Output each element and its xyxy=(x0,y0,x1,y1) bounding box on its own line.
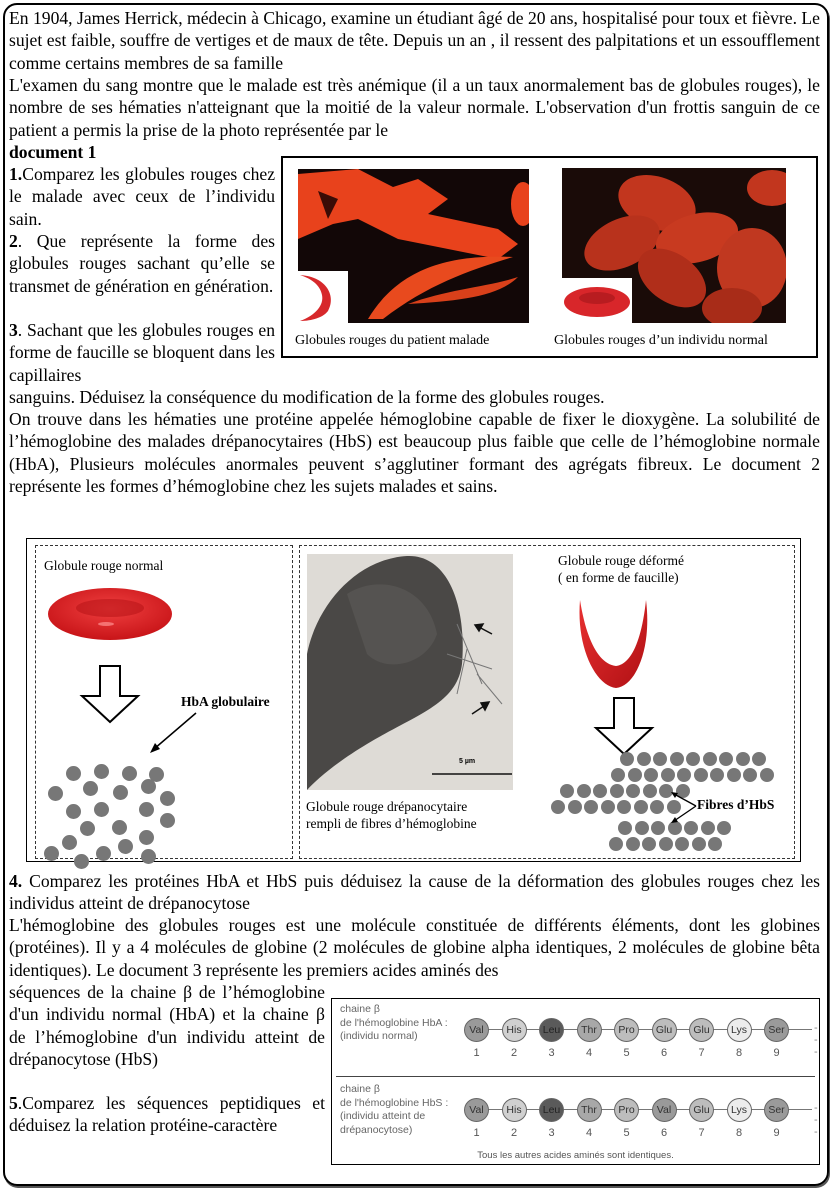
amino-acid-leu: Leu xyxy=(539,1098,564,1122)
amino-acid-position: 2 xyxy=(510,1127,518,1139)
doc1-reference xyxy=(9,141,96,163)
deformed-title-line-1: Globule rouge déformé xyxy=(558,553,684,568)
separator-line xyxy=(336,1076,815,1077)
micrograph-caption-line-2: rempli de fibres d’hémoglobine xyxy=(306,816,477,831)
amino-acid-pro: Pro xyxy=(614,1098,639,1122)
normal-cell-panel xyxy=(35,545,293,859)
hbs-sequence xyxy=(462,1098,822,1139)
electron-micrograph xyxy=(307,554,513,790)
scale-bar-label: 5 µm xyxy=(459,758,476,765)
hemoglobin-paragraph: On trouve dans les hématies une protéine appelée hémoglobine capable de fixer le dioxygène. La solubilité de l’hémoglobine des malades drépanocytaires (HbS) est beaucoup plus faible que celle de l’hémoglobine normale (HbA), Plusieurs molécules anormales peuvent s’agglutiner formant des agrégats fibreux. Le document 2 représente les formes d’hémoglobine chez les sujets malades et sains. xyxy=(9,409,820,496)
hba-globular-label: HbA globulaire xyxy=(181,694,270,709)
amino-acid-glu: Glu xyxy=(652,1018,677,1042)
document-3-figure xyxy=(331,998,820,1165)
q1-text: Comparez les globules rouges chez le malade avec ceux de l’individu sain. xyxy=(9,164,275,229)
question-3-part-a xyxy=(9,319,275,386)
amino-acid-position: 9 xyxy=(773,1127,780,1139)
hba-chain-label xyxy=(340,1003,448,1044)
q2-number: 2 xyxy=(9,231,18,251)
amino-acid-lys: Lys xyxy=(727,1018,752,1042)
hba-label-line-3: (individu normal) xyxy=(340,1030,418,1042)
amino-acid-position: 3 xyxy=(548,1047,555,1059)
amino-acid-position: 4 xyxy=(585,1127,593,1139)
amino-acid-val: Val xyxy=(652,1098,677,1122)
hbs-label-line-4: drépanocytose) xyxy=(340,1123,413,1136)
q3-text-a: . Sachant que les globules rouges en forme de faucille se bloquent dans les capillaires xyxy=(9,320,275,385)
question-3-part-b: sanguins. Déduisez la conséquence du modification de la forme des globules rouges. xyxy=(9,387,605,407)
brace-arrows-icon xyxy=(670,790,698,824)
intro-paragraph-1: En 1904, James Herrick, médecin à Chicago, examine un étudiant âgé de 20 ans, hospitalisé pour toux et fièvre. Le sujet est faible, souffre de vertiges et de maux de tête. Depuis un an , il ressent des palpitations et un essoufflement comme certains membres de sa famille xyxy=(9,8,820,73)
amino-acid-position: 9 xyxy=(773,1047,780,1059)
doc1-caption-right: Globules rouges d’un individu normal xyxy=(554,333,768,348)
amino-acid-position: 1 xyxy=(473,1127,480,1139)
intro-paragraph-2 xyxy=(9,74,820,141)
amino-acid-position: 5 xyxy=(623,1047,630,1059)
hbs-chain-label xyxy=(340,1083,448,1137)
normal-cell-title: Globule rouge normal xyxy=(44,558,164,573)
amino-acid-position: 3 xyxy=(548,1127,555,1139)
hba-label-line-1: chaine β xyxy=(340,1003,380,1015)
amino-acid-position: 2 xyxy=(510,1047,518,1059)
intro-p2-text: L'examen du sang montre que le malade est très anémique (il a un taux anormalement bas de globules rouges), le nombre de ses hématies n'atteignant que la moitié de la valeur normale. L'observation d'un frottis sanguin de ce patient a permis la prise de la photo représentée par le xyxy=(9,75,820,140)
hba-label-line-2: de l'hémoglobine HbA : xyxy=(340,1016,448,1029)
amino-acid-position: 7 xyxy=(698,1127,705,1139)
hbs-label-line-1: chaine β xyxy=(340,1083,380,1095)
amino-acid-position: 8 xyxy=(735,1127,743,1139)
amino-acid-ser: Ser xyxy=(764,1098,789,1122)
q4-number: 4. xyxy=(9,871,23,891)
amino-acid-leu: Leu xyxy=(539,1018,564,1042)
hbs-label-line-2: de l'hémoglobine HbS : xyxy=(340,1096,449,1109)
deformed-title-line-2: ( en forme de faucille) xyxy=(558,570,679,585)
amino-acid-position: 4 xyxy=(585,1047,593,1059)
sequence-continues: - - - xyxy=(814,1102,818,1138)
q2-text: . Que représente la forme des globules rouges sachant qu’elle se transmet de génération en génération. xyxy=(9,231,275,296)
down-arrow-icon-2 xyxy=(592,696,656,756)
hba-sequence xyxy=(462,1018,822,1059)
question-4 xyxy=(9,870,820,915)
amino-acid-val: Val xyxy=(464,1098,489,1122)
q5-text: .Comparez les séquences peptidiques et déduisez la relation protéine-caractère xyxy=(9,1093,325,1136)
amino-acid-thr: Thr xyxy=(577,1018,602,1042)
amino-acid-val: Val xyxy=(464,1018,489,1042)
identical-note: Tous les autres acides aminés sont identiques. xyxy=(477,1150,674,1161)
q5-number: 5 xyxy=(9,1093,18,1113)
amino-acid-position: 5 xyxy=(623,1127,630,1139)
amino-acid-glu: Glu xyxy=(689,1098,714,1122)
amino-acid-ser: Ser xyxy=(764,1018,789,1042)
micrograph-caption xyxy=(306,798,477,832)
hbs-label-line-3: (individu atteint de xyxy=(340,1110,426,1122)
globine-paragraph: L'hémoglobine des globules rouges est une molécule constituée de différents éléments, dont les globines (protéines). Il y a 4 molécules de globine (2 molécules de globine alpha identiques, 2 molécules de globine bêta identiques). Le document 3 représente les premiers acides aminés des xyxy=(9,915,820,980)
normal-cell-inset xyxy=(562,278,632,323)
normal-red-cell-icon xyxy=(46,584,176,644)
amino-acid-position: 7 xyxy=(698,1047,705,1059)
pointer-arrow-icon xyxy=(146,711,201,756)
micrograph-caption-line-1: Globule rouge drépanocytaire xyxy=(306,799,468,814)
doc1-ref-label: document 1 xyxy=(9,142,97,162)
hbs-fibers-label: Fibres d’HbS xyxy=(697,797,775,812)
amino-acid-position: 6 xyxy=(660,1047,668,1059)
amino-acid-his: His xyxy=(502,1018,527,1042)
deformed-cell-title xyxy=(558,552,684,586)
amino-acid-position: 6 xyxy=(660,1127,668,1139)
question-5 xyxy=(9,1092,325,1137)
sickle-cell-inset xyxy=(298,271,348,323)
down-arrow-icon xyxy=(78,664,142,724)
doc1-caption-left: Globules rouges du patient malade xyxy=(295,333,490,348)
question-1 xyxy=(9,163,275,230)
q1-number: 1. xyxy=(9,164,23,184)
amino-acid-position: 8 xyxy=(735,1047,743,1059)
q3-number: 3 xyxy=(9,320,18,340)
amino-acid-glu: Glu xyxy=(689,1018,714,1042)
q4-text: Comparez les protéines HbA et HbS puis déduisez la cause de la déformation des globules rouges chez les individus atteint de drépanocytose xyxy=(9,871,820,914)
amino-acid-position: 1 xyxy=(473,1047,480,1059)
sequence-continues: - - - xyxy=(814,1022,818,1058)
document-2-figure xyxy=(26,538,801,862)
amino-acid-lys: Lys xyxy=(727,1098,752,1122)
amino-acid-pro: Pro xyxy=(614,1018,639,1042)
sickle-cell-panel xyxy=(299,545,795,859)
amino-acid-thr: Thr xyxy=(577,1098,602,1122)
amino-acid-his: His xyxy=(502,1098,527,1122)
sickle-red-cell-icon xyxy=(576,598,652,690)
document-1-figure xyxy=(281,156,818,358)
question-2 xyxy=(9,230,275,297)
sequences-paragraph: séquences de la chaine β de l’hémoglobine d'un individu normal (HbA) et la chaine β de l’hémoglobine d'un individu atteint de drépanocytose (HbS) xyxy=(9,982,325,1069)
